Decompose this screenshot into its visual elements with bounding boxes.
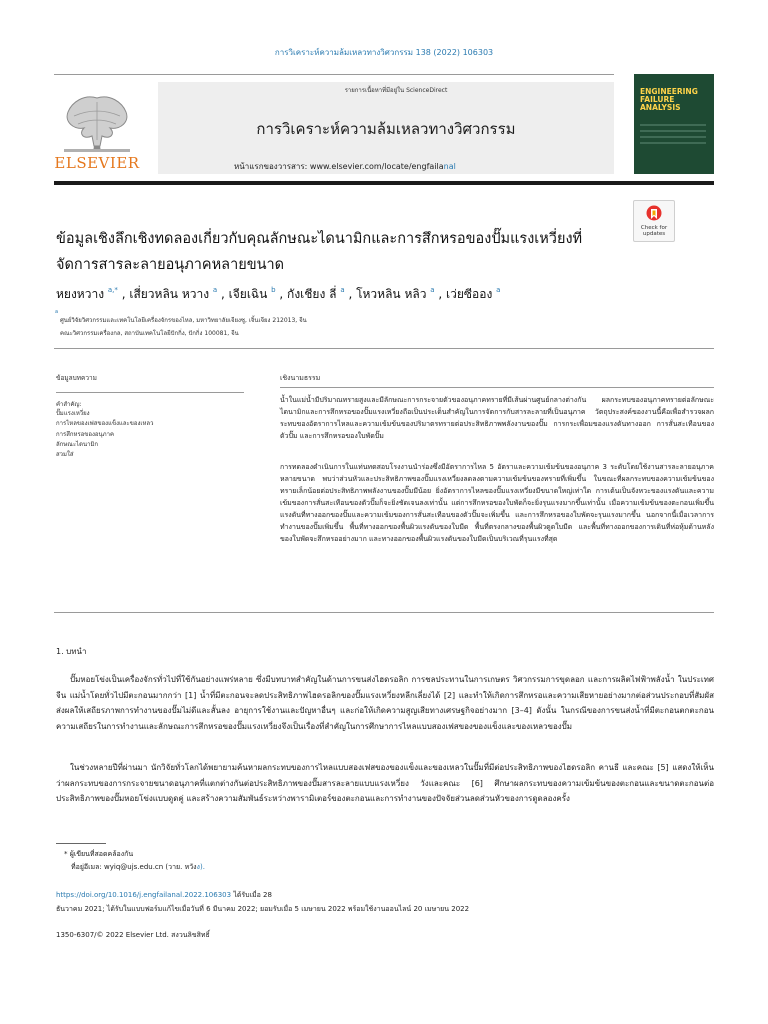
author-affiliation-mark[interactable]: a bbox=[430, 286, 435, 294]
affiliation: คณะวิศวกรรมเครื่องกล, สถาบันเทคโนโลยีปักกิ่ง, ปักกิ่ง 100081, จีน bbox=[60, 330, 239, 337]
corresponding-author-note: * ผู้เขียนที่สอดคล้องกัน bbox=[64, 850, 134, 858]
keyword: การสึกหรอของอนุภาค bbox=[56, 430, 114, 438]
author-name[interactable]: , เว่ยซีออง bbox=[438, 287, 493, 301]
abstract-paragraph: น้ำในแม่น้ำมีปริมาณทรายสูงและมีลักษณะการกระจายตัวของอนุภาคทรายที่มีเส้นผ่านศูนย์กลางต่างกัน ผลกระทบของอนุภาคทรายต่อลักษณะไดนามิกและการสึกหรอของปั๊มแรงเหวี่ยงถือเป็นประเด็นสำคัญในการจัดการกับสารละลายที่เป็นอนุภาค วัตถุประสงค์ของงานนี้คือเพื่อสำรวจผลกระทบของอัตราการไหลและความเข้มข้นของปริมาตรทรายต่อประสิทธิภาพพลังงานของปั๊ม การกระเพื่อมของแรงดันทางออก การสั่นสะเทือนของตัวปั๊ม และการสึกหรอของใบพัดปั๊ม bbox=[280, 396, 714, 440]
keyword: สวมใส่ bbox=[56, 451, 74, 459]
cover-line bbox=[640, 136, 706, 138]
publisher-wordmark[interactable]: ELSEVIER bbox=[54, 154, 140, 172]
cover-title: ENGINEERING FAILURE ANALYSIS bbox=[640, 87, 698, 112]
author-affiliation-mark[interactable]: a bbox=[212, 286, 218, 294]
abstract-paragraph: การทดลองดำเนินการในแท่นทดสอบโรงงานนำร่องซึ่งมีอัตราการไหล 5 อัตราและความเข้มข้นของอนุภาค 3 ระดับโดยใช้งานสารละลายอนุภาคหลายขนาด พบว่าส่วนหัวและประสิทธิภาพของปั๊มแรงเหวี่ยงลดลงตามความเข้มข้นของทรายที่เพิ่มขึ้น ในขณะที่ผลกระทบของความเข้มข้นของทรายเล็กน้อยต่อประสิทธิภาพพลังงานของปั๊มมีน้อย ยิ่งอัตราการไหลของปั๊มแรงเหวี่ยงมีขนาดใหญ่เท่าใด การเต้นเป็นจังหวะของแรงดันและความเข้มของการสั่นสะเทือนของตัวปั๊มก็จะยิ่งชัดเจนลงเท่านั้น แต่การสึกหรอของใบพัดก็จะยิ่งรุนแรงมากขึ้นเท่านั้น เมื่อความเข้มข้นของตะกอนเพิ่มขึ้น แรงดันที่ทางออกของปั๊มและความเข้มของการสั่นสะเทือนของตัวปั๊มจะเพิ่มขึ้น และการสึกหรอของใบพัดจะรุนแรงมากขึ้น นอกจากนี้เมื่อเวลาการทำงานของปั๊มเพิ่มขึ้น พื้นที่ทางออกของพื้นผิวแรงดันของใบมีด พื้นที่ตรงกลางของพื้นผิวดูดใบมีด และพื้นที่ทางออกของการเดินที่ห่อหุ้มด้านหลังของใบพัดจะสึกหรออย่างมาก และทางออกของพื้นผิวแรงดันของใบมีดเป็นบริเวณที่รุนแรงที่สุด bbox=[280, 463, 714, 543]
author-name[interactable]: , เสี่ยวหลิน หวาง bbox=[121, 287, 210, 301]
body-paragraph: ปั๊มหอยโข่งเป็นเครื่องจักรทั่วไปที่ใช้กันอย่างแพร่หลาย ซึ่งมีบทบาทสำคัญในด้านการขนส่งไฮดรอลิก การชลประทานในการเกษตร วิศวกรรมการขุดลอก และการผลิตไฟฟ้าพลังน้ำ ในประเทศจีน แม่น้ำโดยทั่วไปมีตะกอนมากกว่า [1] น้ำที่มีตะกอนจะลดประสิทธิภาพไฮดรอลิกของปั๊มแรงเหวี่ยงหลีกเลี่ยงได้ [2] และทำให้เกิดการสึกหรอและความเสียหายอย่างมากต่อส่วนประกอบที่สัมผัส ส่งผลให้เสถียรภาพการทำงานของปั๊มไม่ดีและสั้นลง อายุการใช้งานและปัญหาอื่นๆ และก่อให้เกิดความสูญเสียทางเศรษฐกิจอย่างมาก [3–4] ดังนั้น ในกรณีของการขนส่งน้ำที่มีตะกอนตกตะกอน ความเสถียรในการทำงานและลักษณะการสึกหรอของปั๊มแรงเหวี่ยงจึงเป็นเรื่องที่สำคัญในการศึกษาการไหลแบบสองเฟสของของแข็งและของเหลวของปั๊ม bbox=[56, 675, 714, 731]
article-title: ข้อมูลเชิงลึกเชิงทดลองเกี่ยวกับคุณลักษณะไดนามิกและการสึกหรอของปั๊มแรงเหวี่ยงที่จัดการสารละลายอนุภาคหลายขนาด bbox=[56, 231, 583, 273]
journal-homepage bbox=[234, 160, 456, 173]
author-name[interactable]: , โหวหลิน หลิว bbox=[348, 287, 427, 301]
keyword: การไหลของเฟสของแข็งและของเหลว bbox=[56, 420, 154, 428]
abstract-heading: เชิงนามธรรม bbox=[280, 374, 321, 382]
author-affiliation-mark[interactable]: a bbox=[496, 286, 501, 294]
check-for-updates-label: Check for updates bbox=[640, 225, 668, 237]
journal-cover[interactable] bbox=[634, 74, 714, 174]
homepage-label: หน้าแรกของวารสาร: bbox=[234, 162, 310, 171]
body-paragraph: ในช่วงหลายปีที่ผ่านมา นักวิจัยทั่วโลกได้พยายามค้นหาผลกระทบของการไหลแบบสองเฟสของของแข็งและของเหลวในปั๊มที่มีต่อประสิทธิภาพของไฮดรอลิก คานธี และคณะ [5] แสดงให้เห็นว่าผลกระทบของการกระจายขนาดอนุภาคที่แตกต่างกันต่อประสิทธิภาพของปั๊มสารละลายแบบแรงเหวี่ยง วังและคณะ [6] ศึกษาผลกระทบของความเข้มข้นของตะกอนและขนาดตะกอนต่อประสิทธิภาพของปั๊มหอยโข่งแบบดูดคู่ และสร้างความสัมพันธ์ระหว่างพารามิเตอร์ของตะกอนและการทำงานของปัจจัยส่วนลดส่วนหัวของการดูดลองครั้ง bbox=[56, 763, 714, 803]
keyword: ลักษณะไดนามิก bbox=[56, 440, 99, 448]
email-address bbox=[71, 862, 205, 873]
email-tail: ง). bbox=[196, 863, 205, 871]
header-divider bbox=[54, 74, 614, 75]
affiliation: ศูนย์วิจัยวิศวกรรมและเทคโนโลยีเครื่องจักรของไหล, มหาวิทยาลัยเจียงซู, เจิ้นเจียง 212013, จีน bbox=[60, 317, 307, 324]
masthead-rule bbox=[54, 181, 714, 185]
author-list bbox=[56, 285, 676, 304]
contents-note: รายการเนื้อหาที่มีอยู่ใน ScienceDirect bbox=[344, 87, 448, 94]
doi-link[interactable]: https://doi.org/10.1016/j.engfailanal.2022.106303 bbox=[56, 891, 232, 899]
keyword: ปั๊มแรงเหวี่ยง bbox=[56, 410, 90, 417]
author-name[interactable]: , เจียเฉิน bbox=[221, 287, 268, 301]
homepage-url-tail[interactable]: nal bbox=[443, 162, 456, 171]
author-affiliation-mark[interactable]: a,* bbox=[107, 286, 118, 294]
abstract-divider bbox=[280, 387, 714, 388]
author-name[interactable]: หยงหวาง bbox=[56, 287, 105, 301]
front-matter-divider bbox=[54, 348, 714, 349]
section-heading: 1. บทนำ bbox=[56, 647, 87, 656]
abstract-end-divider bbox=[54, 612, 714, 613]
footnote-divider bbox=[56, 843, 106, 844]
keywords-heading: คำสำคัญ: bbox=[56, 401, 82, 408]
cover-line bbox=[640, 124, 706, 126]
article-info-divider bbox=[56, 392, 244, 393]
author-affiliation-mark[interactable]: a bbox=[340, 286, 345, 294]
author-affiliation-mark[interactable]: b bbox=[271, 286, 276, 294]
keyword-list bbox=[56, 409, 153, 460]
homepage-url[interactable]: www.elsevier.com/locate/engfaila bbox=[309, 162, 444, 171]
check-for-updates-button[interactable] bbox=[633, 200, 675, 242]
author-name[interactable]: , กังเชียง ลี่ bbox=[279, 287, 337, 301]
article-info-heading: ข้อมูลบทความ bbox=[56, 374, 97, 382]
journal-reference[interactable]: การวิเคราะห์ความล้มเหลวทางวิศวกรรม 138 (2022) 106303 bbox=[274, 48, 494, 57]
bookmark-icon bbox=[646, 205, 662, 223]
doi-line bbox=[56, 890, 272, 901]
cover-line bbox=[640, 142, 706, 144]
journal-title: การวิเคราะห์ความล้มเหลวทางวิศวกรรม bbox=[256, 120, 516, 138]
article-history: ธันวาคม 2021; ได้รับในแบบฟอร์มแก้ไขเมื่อวันที่ 6 มีนาคม 2022; ยอมรับเมื่อ 5 เมษายน 2022 พร้อมใช้งานออนไลน์ 20 เมษายน 2022 bbox=[56, 905, 470, 913]
received-date: ได้รับเมื่อ 28 bbox=[231, 891, 272, 899]
affiliation-mark: a bbox=[55, 309, 59, 315]
cover-line bbox=[640, 130, 706, 132]
email-label[interactable]: ที่อยู่อีเมล: wyiq@ujs.edu.cn (วาย. หวัง bbox=[71, 863, 197, 871]
copyright-line: 1350-6307/© 2022 Elsevier Ltd. สงวนลิขสิทธิ์ bbox=[56, 931, 210, 939]
